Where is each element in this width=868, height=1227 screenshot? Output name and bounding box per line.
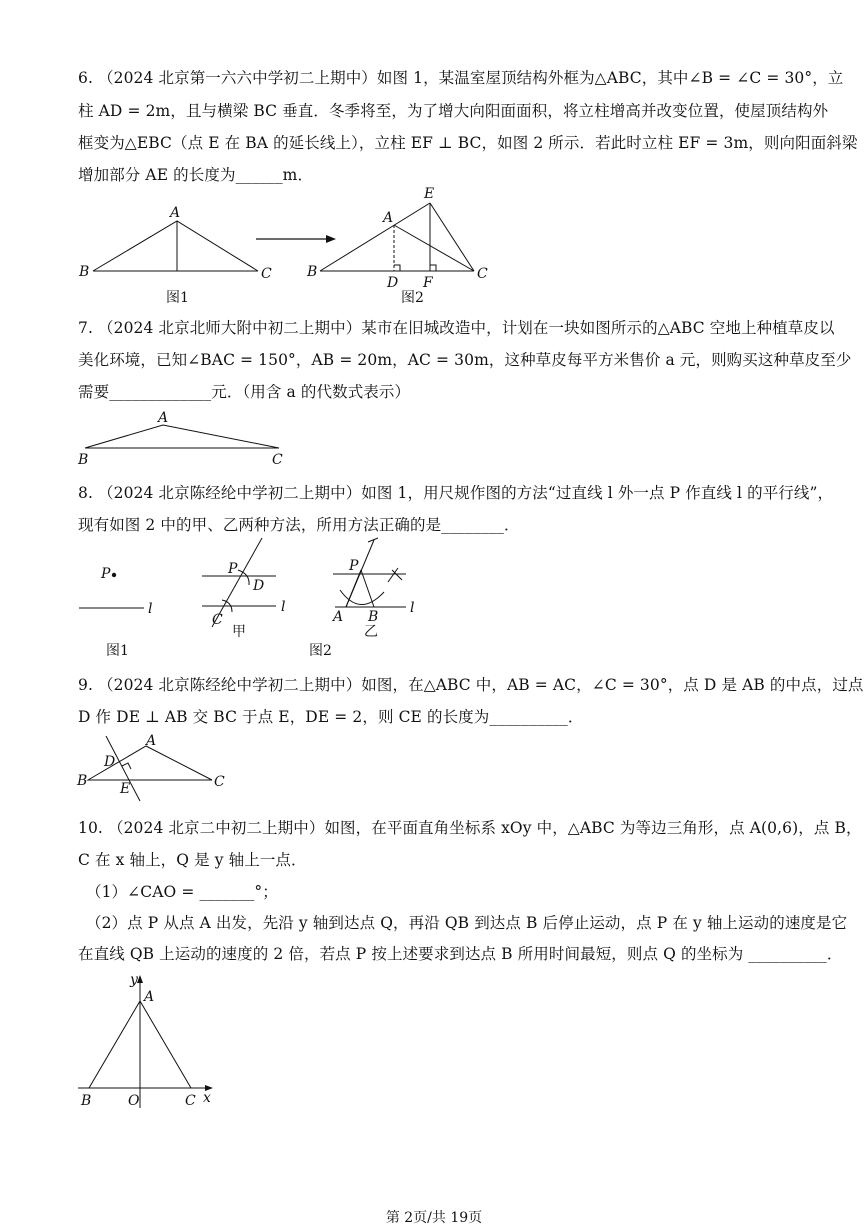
q10-line-1: 10. （2024 北京二中初二上期中）如图，在平面直角坐标系 xOy 中，△ABC 为等边三角形，点 A(0,6)，点 B， xyxy=(78,819,862,837)
q7-figure xyxy=(0,400,868,470)
q10-line-5: 在直线 QB 上运动的速度的 2 倍，若点 P 按上述要求到达点 B 所用时间最短，则点 Q 的坐标为 __________． xyxy=(78,945,843,963)
q10-label-b: B xyxy=(81,1093,92,1109)
q10-line-4: （2）点 P 从点 A 出发，先沿 y 轴到达点 Q，再沿 QB 到达点 B 后停止运动，点 P 在 y 轴上运动的速度是它 xyxy=(86,914,848,932)
q8-fig1-label-p: P xyxy=(101,566,111,582)
q8-yi-construction xyxy=(333,538,406,607)
q7-line-1: 7. （2024 北京北师大附中初二上期中）某市在旧城改造中，计划在一块如图所示的△ABC 空地上种植草皮以 xyxy=(78,319,835,337)
q6-fig2-triangle xyxy=(320,203,474,271)
q6-fig2-caption: 图2 xyxy=(401,290,424,306)
q6-fig1-caption: 图1 xyxy=(166,290,189,306)
q6-fig2-label-e: E xyxy=(424,186,435,202)
q8-yi-label-a: A xyxy=(333,609,344,625)
q6-fig2-label-b: B xyxy=(307,264,318,280)
q8-yi-caption: 乙 xyxy=(364,624,378,640)
q9-line-1: 9. （2024 北京陈经纶中学初二上期中）如图，在△ABC 中，AB = AC，∠C = 30°，点 D 是 AB 的中点，过点 xyxy=(78,676,864,694)
q8-yi-label-b: B xyxy=(368,609,379,625)
q8-fig1-caption: 图1 xyxy=(106,643,129,659)
q8-line-1: 8. （2024 北京陈经纶中学初二上期中）如图 1，用尺规作图的方法“过直线 l 外一点 P 作直线 l 的平行线”， xyxy=(78,484,834,502)
q7-triangle xyxy=(85,425,279,448)
q6-fig2-label-d: D xyxy=(387,275,399,291)
q6-fig2-label-f: F xyxy=(423,275,433,291)
q8-yi-label-p: P xyxy=(349,558,359,574)
q9-label-b: B xyxy=(77,773,88,789)
q8-fig2-caption: 图2 xyxy=(309,643,332,659)
q10-line-3: （1）∠CAO = _______°； xyxy=(86,883,278,901)
q9-line-2: D 作 DE ⊥ AB 交 BC 于点 E，DE = 2，则 CE 的长度为__________． xyxy=(78,708,584,726)
q6-line-4: 增加部分 AE 的长度为______m． xyxy=(78,166,314,184)
q6-fig1-label-c: C xyxy=(261,266,272,282)
q10-label-a: A xyxy=(144,989,155,1005)
q9-figure xyxy=(0,728,868,808)
q8-line-2: 现有如图 2 中的甲、乙两种方法，所用方法正确的是________． xyxy=(78,516,520,534)
q8-yi-label-l: l xyxy=(410,600,415,616)
q7-label-c: C xyxy=(272,452,283,468)
q10-line-2: C 在 x 轴上，Q 是 y 轴上一点． xyxy=(78,851,307,869)
q9-label-a: A xyxy=(146,733,157,749)
q10-label-x: x xyxy=(203,1090,211,1106)
q8-jia-label-l: l xyxy=(281,599,286,615)
q6-fig2-label-a: A xyxy=(383,210,394,226)
q9-label-d: D xyxy=(104,754,116,770)
q7-label-b: B xyxy=(78,452,89,468)
q7-label-a: A xyxy=(158,410,169,426)
q6-fig1-label-b: B xyxy=(79,264,90,280)
q6-fig1-label-a: A xyxy=(170,205,181,221)
q6-figure xyxy=(0,0,868,320)
q8-figure xyxy=(0,530,868,665)
q10-label-o: O xyxy=(128,1093,140,1109)
q8-jia-label-d: D xyxy=(253,578,265,594)
q10-label-y: y xyxy=(130,972,138,988)
q8-fig1-point-p xyxy=(112,573,116,577)
q10-figure xyxy=(0,968,868,1118)
q10-label-c: C xyxy=(185,1093,196,1109)
q6-fig1-triangle xyxy=(93,221,258,271)
q8-jia-label-c: C xyxy=(212,612,223,628)
q7-line-3: 需要_____________元．（用含 a 的代数式表示） xyxy=(78,383,411,401)
q8-jia-caption: 甲 xyxy=(232,624,246,640)
q6-fig2-label-c: C xyxy=(477,266,488,282)
q6-arrow xyxy=(256,235,336,243)
q7-line-2: 美化环境，已知∠BAC = 150°，AB = 20m，AC = 30m，这种草皮每平方米售价 a 元，则购买这种草皮至少 xyxy=(78,351,852,369)
q6-line-3: 框变为△EBC（点 E 在 BA 的延长线上），立柱 EF ⊥ BC，如图 2 所示．若此时立柱 EF = 3m，则向阳面斜梁 xyxy=(78,134,858,152)
q6-line-1: 6. （2024 北京第一六六中学初二上期中）如图 1，某温室屋顶结构外框为△ABC，其中∠B = ∠C = 30°，立 xyxy=(78,69,844,87)
q8-jia-label-p: P xyxy=(228,561,238,577)
q6-line-2: 柱 AD = 2m，且与横梁 BC 垂直．冬季将至，为了增大向阳面面积，将立柱增高并改变位置，使屋顶结构外 xyxy=(78,102,829,120)
page-footer: 第 2页/共 19页 xyxy=(385,1210,483,1226)
q8-fig1-label-l: l xyxy=(148,601,153,617)
q9-label-e: E xyxy=(120,781,131,797)
q9-label-c: C xyxy=(214,774,225,790)
